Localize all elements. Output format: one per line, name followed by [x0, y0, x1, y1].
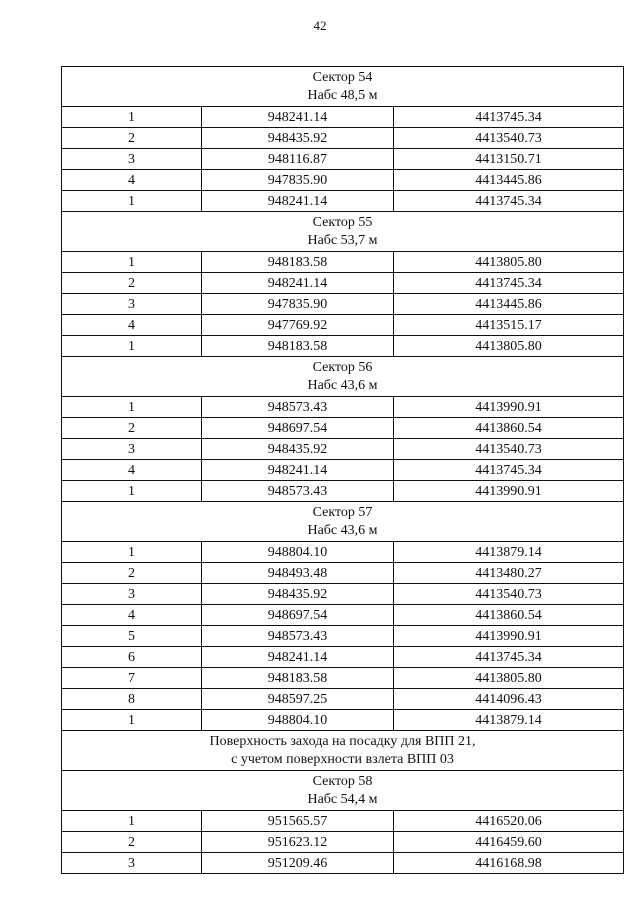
x-coordinate-cell: 948697.54: [202, 418, 394, 439]
y-coordinate-cell: 4413879.14: [394, 710, 624, 731]
x-coordinate-cell: 947769.92: [202, 315, 394, 336]
y-coordinate-cell: 4413745.34: [394, 460, 624, 481]
x-coordinate-cell: 948241.14: [202, 273, 394, 294]
table-row: [62, 294, 624, 315]
x-coordinate-cell: 948241.14: [202, 107, 394, 128]
point-number-cell: 1: [62, 481, 202, 502]
x-coordinate-cell: 948804.10: [202, 542, 394, 563]
x-coordinate-cell: 948493.48: [202, 563, 394, 584]
table-row: [62, 397, 624, 418]
y-coordinate-cell: 4413745.34: [394, 107, 624, 128]
table-row: [62, 252, 624, 273]
sector-altitude: Набс 48,5 м: [307, 88, 378, 103]
y-coordinate-cell: 4413860.54: [394, 605, 624, 626]
point-number-cell: 1: [62, 107, 202, 128]
x-coordinate-cell: 951565.57: [202, 811, 394, 832]
page-number: 42: [313, 18, 327, 33]
x-coordinate-cell: 948573.43: [202, 626, 394, 647]
y-coordinate-cell: 4413515.17: [394, 315, 624, 336]
sector-header: [62, 771, 624, 811]
table-row: [62, 315, 624, 336]
y-coordinate-cell: 4416459.60: [394, 832, 624, 853]
point-number-cell: 4: [62, 315, 202, 336]
y-coordinate-cell: 4413445.86: [394, 294, 624, 315]
y-coordinate-cell: 4414096.43: [394, 689, 624, 710]
sector-title: Сектор 56: [312, 360, 373, 375]
x-coordinate-cell: 948597.25: [202, 689, 394, 710]
table-row: [62, 273, 624, 294]
table-row: [62, 584, 624, 605]
table-row: [62, 811, 624, 832]
section-heading-row: [62, 731, 624, 771]
point-number-cell: 4: [62, 460, 202, 481]
x-coordinate-cell: 948183.58: [202, 252, 394, 273]
point-number-cell: 2: [62, 832, 202, 853]
y-coordinate-cell: 4413990.91: [394, 626, 624, 647]
section-heading: [62, 731, 624, 771]
sector-header: [62, 67, 624, 107]
table-row: [62, 418, 624, 439]
y-coordinate-cell: 4413990.91: [394, 481, 624, 502]
sector-title: Сектор 58: [312, 774, 373, 789]
table-row: [62, 710, 624, 731]
sector-header: [62, 502, 624, 542]
x-coordinate-cell: 948573.43: [202, 481, 394, 502]
section-heading-line-1: Поверхность захода на посадку для ВПП 21,: [209, 734, 476, 749]
sector-title: Сектор 57: [312, 505, 373, 520]
y-coordinate-cell: 4413990.91: [394, 397, 624, 418]
sector-header-row: [62, 212, 624, 252]
x-coordinate-cell: 948573.43: [202, 397, 394, 418]
y-coordinate-cell: 4413805.80: [394, 252, 624, 273]
y-coordinate-cell: 4416168.98: [394, 853, 624, 874]
point-number-cell: 1: [62, 710, 202, 731]
table-row: [62, 481, 624, 502]
y-coordinate-cell: 4413745.34: [394, 273, 624, 294]
x-coordinate-cell: 948183.58: [202, 336, 394, 357]
point-number-cell: 2: [62, 273, 202, 294]
point-number-cell: 4: [62, 170, 202, 191]
sector-header-row: [62, 67, 624, 107]
point-number-cell: 3: [62, 439, 202, 460]
y-coordinate-cell: 4413805.80: [394, 668, 624, 689]
y-coordinate-cell: 4413745.34: [394, 647, 624, 668]
table-row: [62, 832, 624, 853]
y-coordinate-cell: 4413860.54: [394, 418, 624, 439]
x-coordinate-cell: 947835.90: [202, 170, 394, 191]
sector-altitude: Набс 43,6 м: [307, 523, 378, 538]
x-coordinate-cell: 951209.46: [202, 853, 394, 874]
section-heading-line-2: с учетом поверхности взлета ВПП 03: [231, 752, 454, 767]
sector-title: Сектор 55: [312, 215, 373, 230]
table-row: [62, 107, 624, 128]
table-row: [62, 336, 624, 357]
x-coordinate-cell: 948183.58: [202, 668, 394, 689]
sector-altitude: Набс 43,6 м: [307, 378, 378, 393]
x-coordinate-cell: 948116.87: [202, 149, 394, 170]
point-number-cell: 1: [62, 252, 202, 273]
table-row: [62, 191, 624, 212]
table-row: [62, 689, 624, 710]
coordinates-table: [61, 66, 624, 874]
x-coordinate-cell: 948241.14: [202, 460, 394, 481]
table-row: [62, 853, 624, 874]
y-coordinate-cell: 4413445.86: [394, 170, 624, 191]
table-row: [62, 647, 624, 668]
table-row: [62, 460, 624, 481]
sector-header: [62, 357, 624, 397]
table-row: [62, 439, 624, 460]
x-coordinate-cell: 947835.90: [202, 294, 394, 315]
y-coordinate-cell: 4416520.06: [394, 811, 624, 832]
sector-header-row: [62, 502, 624, 542]
point-number-cell: 2: [62, 128, 202, 149]
table-row: [62, 542, 624, 563]
sector-header-row: [62, 357, 624, 397]
table-row: [62, 668, 624, 689]
x-coordinate-cell: 948435.92: [202, 584, 394, 605]
table-row: [62, 128, 624, 149]
point-number-cell: 1: [62, 397, 202, 418]
x-coordinate-cell: 948241.14: [202, 191, 394, 212]
table-row: [62, 626, 624, 647]
x-coordinate-cell: 948697.54: [202, 605, 394, 626]
sector-header: [62, 212, 624, 252]
sector-altitude: Набс 53,7 м: [307, 233, 378, 248]
y-coordinate-cell: 4413540.73: [394, 439, 624, 460]
point-number-cell: 2: [62, 418, 202, 439]
sector-header-row: [62, 771, 624, 811]
y-coordinate-cell: 4413805.80: [394, 336, 624, 357]
point-number-cell: 8: [62, 689, 202, 710]
point-number-cell: 1: [62, 191, 202, 212]
y-coordinate-cell: 4413879.14: [394, 542, 624, 563]
point-number-cell: 3: [62, 149, 202, 170]
x-coordinate-cell: 948435.92: [202, 439, 394, 460]
point-number-cell: 5: [62, 626, 202, 647]
y-coordinate-cell: 4413540.73: [394, 584, 624, 605]
sector-altitude: Набс 54,4 м: [307, 792, 378, 807]
point-number-cell: 3: [62, 294, 202, 315]
y-coordinate-cell: 4413745.34: [394, 191, 624, 212]
table-row: [62, 605, 624, 626]
table-row: [62, 149, 624, 170]
y-coordinate-cell: 4413150.71: [394, 149, 624, 170]
point-number-cell: 3: [62, 584, 202, 605]
table-row: [62, 563, 624, 584]
x-coordinate-cell: 948435.92: [202, 128, 394, 149]
point-number-cell: 6: [62, 647, 202, 668]
point-number-cell: 1: [62, 811, 202, 832]
point-number-cell: 1: [62, 336, 202, 357]
x-coordinate-cell: 948804.10: [202, 710, 394, 731]
y-coordinate-cell: 4413540.73: [394, 128, 624, 149]
point-number-cell: 4: [62, 605, 202, 626]
point-number-cell: 2: [62, 563, 202, 584]
point-number-cell: 3: [62, 853, 202, 874]
x-coordinate-cell: 948241.14: [202, 647, 394, 668]
sector-title: Сектор 54: [312, 70, 373, 85]
point-number-cell: 7: [62, 668, 202, 689]
point-number-cell: 1: [62, 542, 202, 563]
coordinates-table-body: [62, 67, 624, 874]
y-coordinate-cell: 4413480.27: [394, 563, 624, 584]
table-row: [62, 170, 624, 191]
x-coordinate-cell: 951623.12: [202, 832, 394, 853]
